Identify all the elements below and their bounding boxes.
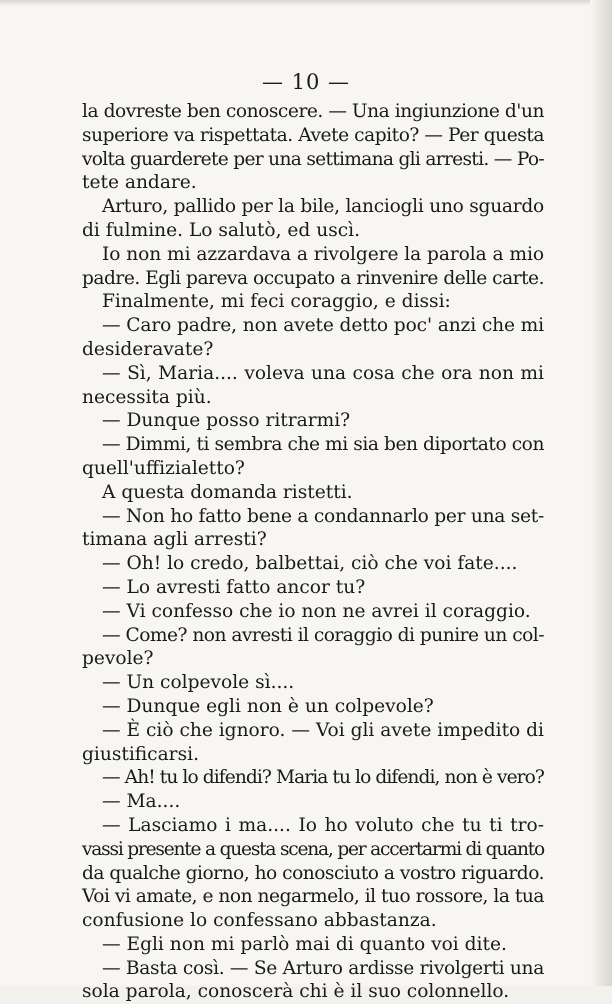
text-line: — È ciò che ignoro. — Voi gli avete impedito di	[102, 719, 544, 741]
text-line: vassi presente a questa scena, per accertarmi di quanto	[82, 838, 544, 860]
text-line: Arturo, pallido per la bile, lanciogli uno sguardo	[102, 196, 544, 218]
text-line: — Dimmi, ti sembra che mi sia ben diportato con	[102, 434, 544, 456]
text-line: Io non mi azzardava a rivolgere la parola a mio	[102, 243, 544, 265]
text-line: pevole?	[82, 648, 154, 670]
text-line: — Lo avresti fatto ancor tu?	[102, 576, 366, 598]
text-line: superiore va rispettata. Avete capito? — Per questa	[82, 124, 544, 146]
text-line: tete andare.	[82, 172, 197, 194]
text-line: — Egli non mi parlò mai di quanto voi dite.	[102, 933, 507, 955]
text-line: di fulmine. Lo salutò, ed uscì.	[82, 219, 361, 241]
text-line: padre. Egli pareva occupato a rinvenire delle carte.	[82, 267, 544, 289]
text-line: — Dunque egli non è un colpevole?	[102, 695, 434, 717]
text-line: — Vi confesso che io non ne avrei il coraggio.	[102, 600, 531, 622]
text-line: volta guarderete per una settimana gli arresti. — Po-	[82, 148, 544, 170]
text-line: confusione lo confessano abbastanza.	[82, 910, 437, 932]
text-line: Finalmente, mi feci coraggio, e dissi:	[102, 291, 451, 313]
page-number: — 10 —	[261, 70, 351, 94]
text-line: — Sì, Maria.... voleva una cosa che ora non mi	[102, 362, 544, 384]
page-top-edge	[0, 0, 612, 6]
page-spine-shadow	[590, 0, 612, 986]
text-line: — Non ho fatto bene a condannarlo per una set-	[102, 505, 544, 527]
text-line: — Ah! tu lo difendi? Maria tu lo difendi, non è vero?	[102, 767, 544, 789]
text-line: — Lasciamo i ma.... Io ho voluto che tu ti tro-	[102, 814, 544, 836]
text-line: — Caro padre, non avete detto poc' anzi che mi	[102, 315, 544, 337]
text-line: A questa domanda ristetti.	[102, 481, 353, 503]
text-line: sola parola, conoscerà chi è il suo colonnello.	[82, 981, 510, 1003]
text-line: la dovreste ben conoscere. — Una ingiunzione d'un	[82, 101, 544, 122]
text-line: timana agli arresti?	[82, 529, 267, 551]
text-line: — Ma....	[102, 791, 181, 813]
text-line: giustificarsi.	[82, 743, 199, 765]
text-line: — Come? non avresti il coraggio di punire un col-	[102, 624, 544, 646]
text-line: — Dunque posso ritrarmi?	[102, 410, 351, 432]
text-line: Voi vi amate, e non negarmelo, il tuo rossore, la tua	[82, 886, 544, 908]
text-line: quell'uffizialetto?	[82, 457, 245, 479]
text-line: necessita più.	[82, 386, 212, 408]
text-line: — Basta così. — Se Arturo ardisse rivolgerti una	[102, 957, 544, 979]
text-line: da qualche giorno, ho conosciuto a vostro riguardo.	[82, 862, 544, 884]
text-line: — Oh! lo credo, balbettai, ciò che voi fate....	[102, 553, 518, 575]
text-line: desideravate?	[82, 338, 214, 360]
body-text	[82, 100, 544, 1004]
text-line: — Un colpevole sì....	[102, 672, 295, 694]
